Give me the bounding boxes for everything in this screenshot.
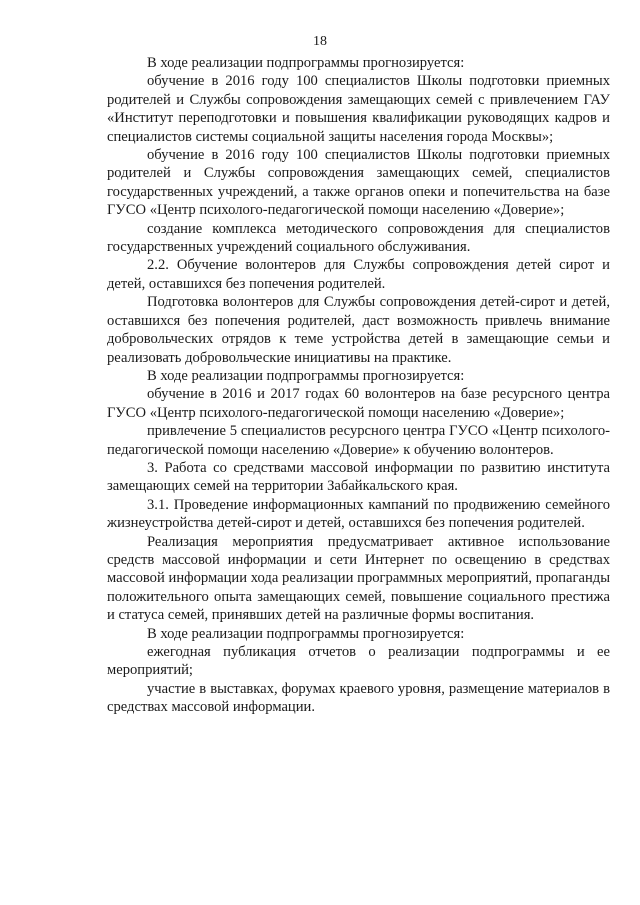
paragraph-volunteer-preparation: Подготовка волонтеров для Службы сопровождения детей-сирот и детей, оставшихся без попечения родителей, даст возможность привлечь внимание добровольческих отрядов к теме устройства детей в замещающие семьи и реализовать добровольческие инициативы на практике.	[107, 294, 610, 366]
paragraph-volunteer-training: обучение в 2016 и 2017 годах 60 волонтеров на базе ресурсного центра ГУСО «Центр психолого-педагогической помощи населению «Доверие»;	[107, 386, 610, 421]
document-body	[107, 54, 610, 717]
paragraph-section-3-1: 3.1. Проведение информационных кампаний по продвижению семейного жизнеустройства детей-сирот и детей, оставшихся без попечения родителей.	[107, 496, 610, 532]
paragraph-section-2-2: 2.2. Обучение волонтеров для Службы сопровождения детей сирот и детей, оставшихся без попечения родителей.	[107, 257, 610, 292]
paragraph-exhibitions: участие в выставках, форумах краевого уровня, размещение материалов в средствах массовой информации.	[107, 680, 610, 716]
paragraph-training-doverie: обучение в 2016 году 100 специалистов Школы подготовки приемных родителей и Службы сопровождения замещающих семей, специалистов государственных учреждений, а также органов опеки и попечительства на базе ГУСО «Центр психолого-педагогической помощи населению «Доверие»;	[107, 147, 610, 219]
paragraph-section-3: 3. Работа со средствами массовой информации по развитию института замещающих семей на территории Забайкальского края.	[107, 459, 610, 495]
paragraph-training-moscow: обучение в 2016 году 100 специалистов Школы подготовки приемных родителей и Службы сопровождения замещающих семей с привлечением ГАУ «Институт переподготовки и повышения квалификации руководящих кадров и специалистов системы социальной защиты населения города Москвы»;	[107, 73, 610, 145]
paragraph-forecast-intro-2: В ходе реализации подпрограммы прогнозируется:	[147, 367, 465, 384]
paragraph-methodical-support: создание комплекса методического сопровождения для специалистов государственных учреждений социального обслуживания.	[107, 220, 610, 256]
paragraph-forecast-intro-1: В ходе реализации подпрограммы прогнозируется:	[147, 55, 465, 71]
paragraph-media-usage: Реализация мероприятия предусматривает активное использование средств массовой информации и сети Интернет по освещению в средствах массовой информации хода реализации программных мероприятий, пропаганды положительного опыта замещающих семей, повышение социального престижа и статуса семей, принявших детей на различные формы воспитания.	[107, 533, 610, 624]
paragraph-forecast-intro-3: В ходе реализации подпрограммы прогнозируется:	[147, 625, 465, 642]
page-number: 18	[313, 34, 327, 49]
paragraph-specialists-involvement: привлечение 5 специалистов ресурсного центра ГУСО «Центр психолого-педагогической помощи населению «Доверие» к обучению волонтеров.	[107, 423, 610, 458]
paragraph-annual-reports: ежегодная публикация отчетов о реализации подпрограммы и ее мероприятий;	[107, 644, 610, 679]
